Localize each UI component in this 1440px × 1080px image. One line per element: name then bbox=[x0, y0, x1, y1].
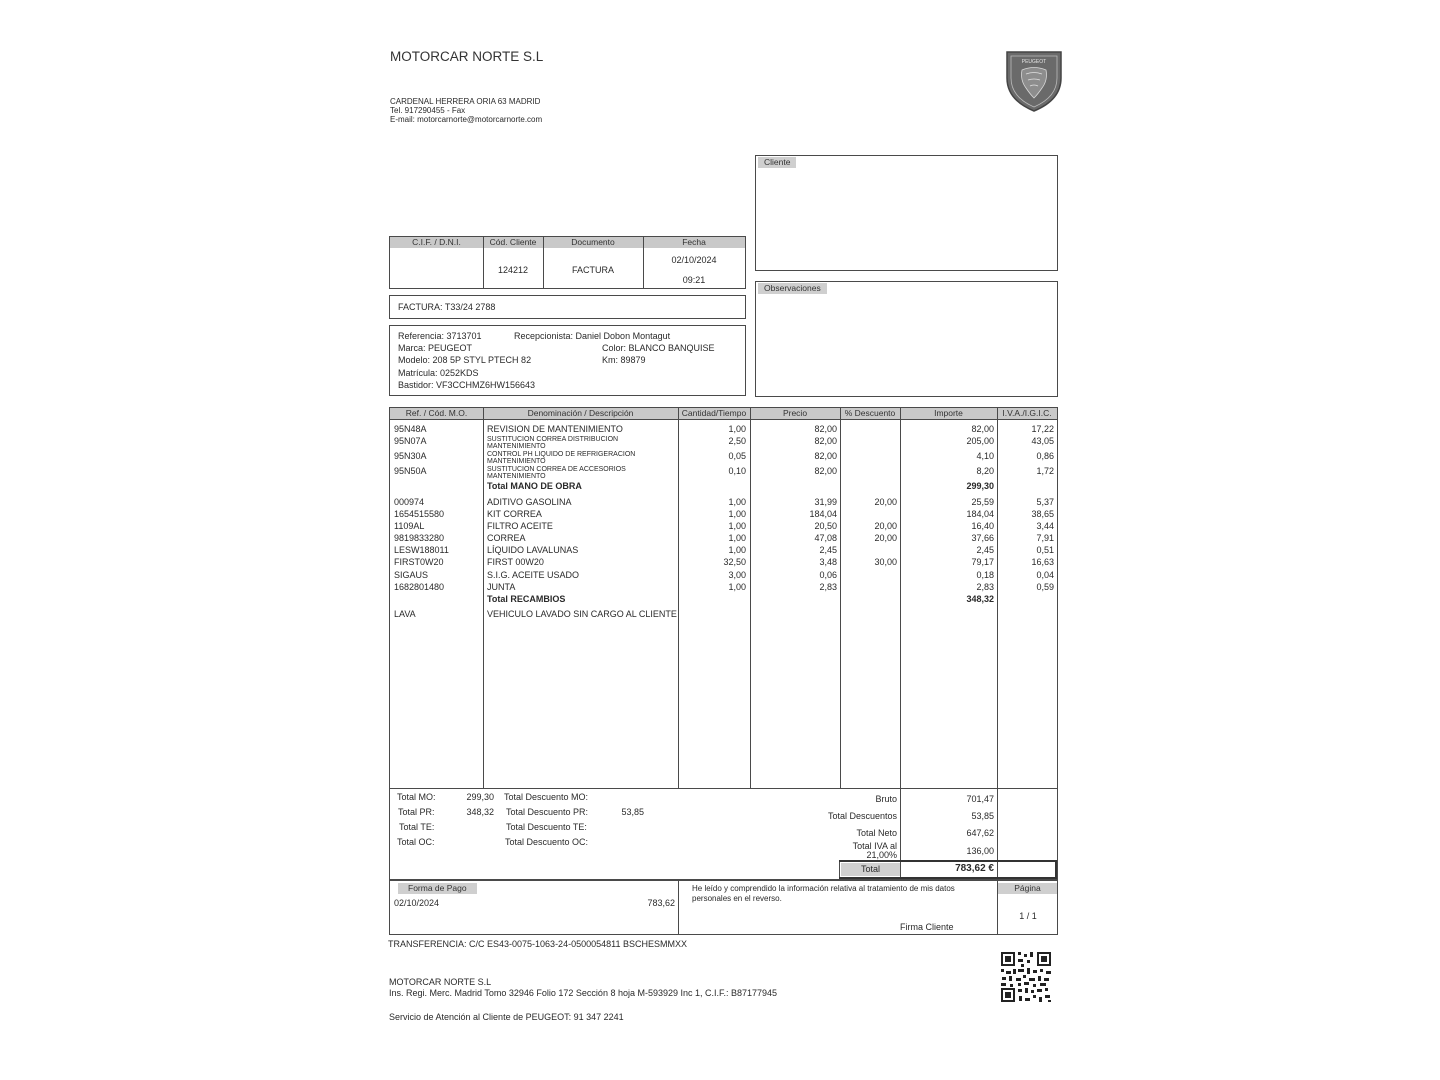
cell-price: 31,99 bbox=[814, 497, 837, 507]
total-dpr-label: Total Descuento PR: bbox=[506, 807, 589, 817]
cell-amount: 348,32 bbox=[966, 594, 994, 604]
cell-iva: 1,72 bbox=[1036, 466, 1054, 476]
peugeot-logo bbox=[1004, 48, 1064, 114]
iva-label-rate: 21,00% bbox=[866, 850, 897, 860]
col-cif: C.I.F. / D.N.I. bbox=[412, 237, 461, 247]
cell-qty: 1,00 bbox=[728, 424, 746, 434]
total-mo-value: 299,30 bbox=[466, 792, 494, 802]
cell-amount: 8,20 bbox=[976, 466, 994, 476]
col-documento: Documento bbox=[571, 237, 615, 247]
cell-amount: 82,00 bbox=[971, 424, 994, 434]
descuentos-value: 53,85 bbox=[971, 811, 994, 821]
payment-box bbox=[389, 880, 1058, 935]
th-iva: I.V.A./I.G.I.C. bbox=[1002, 408, 1052, 418]
cell-qty: 2,50 bbox=[728, 436, 746, 446]
company-email: E-mail: motorcarnorte@motorcarnorte.com bbox=[390, 115, 543, 124]
cell-ref: LAVA bbox=[394, 609, 416, 619]
vehicle-matricula: Matrícula: 0252KDS bbox=[398, 368, 479, 378]
cell-ref: LESW188011 bbox=[394, 545, 449, 555]
cell-price: 2,45 bbox=[819, 545, 837, 555]
cell-price: 82,00 bbox=[814, 424, 837, 434]
cell-desc: CONTROL PH LIQUIDO DE REFRIGERACION bbox=[487, 451, 636, 458]
cell-amount: 299,30 bbox=[966, 481, 994, 491]
vehicle-modelo: Modelo: 208 5P STYL PTECH 82 bbox=[398, 355, 532, 365]
cell-iva: 3,44 bbox=[1036, 521, 1054, 531]
col-cod-cliente: Cód. Cliente bbox=[489, 237, 537, 247]
cell-iva: 0,51 bbox=[1036, 545, 1054, 555]
cell-qty: 32,50 bbox=[723, 557, 746, 567]
cell-disc: 20,00 bbox=[874, 521, 897, 531]
observaciones-label: Observaciones bbox=[758, 283, 827, 294]
cell-disc: 30,00 bbox=[874, 557, 897, 567]
totals-box bbox=[389, 788, 1058, 880]
cell-ref: 1682801480 bbox=[394, 582, 445, 592]
footer-registro: Ins. Regi. Merc. Madrid Tomo 32946 Folio 172 Sección 8 hoja M-593929 Inc 1, C.I.F.: B87177945 bbox=[389, 988, 778, 998]
cell-disc: 20,00 bbox=[874, 533, 897, 543]
cell-ref: 9819833280 bbox=[394, 533, 445, 543]
grand-total-label: Total bbox=[841, 863, 900, 876]
cell-iva: 7,91 bbox=[1036, 533, 1054, 543]
cell-amount: 205,00 bbox=[966, 436, 994, 446]
forma-pago-label: Forma de Pago bbox=[398, 883, 477, 894]
vehicle-marca: Marca: PEUGEOT bbox=[398, 343, 473, 353]
cell-price: 82,00 bbox=[814, 436, 837, 446]
bruto-value: 701,47 bbox=[966, 794, 994, 804]
cell-desc: JUNTA bbox=[487, 582, 516, 592]
cell-price: 82,00 bbox=[814, 466, 837, 476]
cell-qty: 0,10 bbox=[728, 466, 746, 476]
cell-desc-line2: MANTENIMIENTO bbox=[487, 473, 546, 480]
total-oc-label: Total OC: bbox=[397, 837, 435, 847]
bruto-label: Bruto bbox=[875, 794, 897, 804]
cell-amount: 2,45 bbox=[976, 545, 994, 555]
total-te-label: Total TE: bbox=[399, 822, 435, 832]
total-pr-label: Total PR: bbox=[398, 807, 435, 817]
hora-value: 09:21 bbox=[682, 275, 706, 285]
payment-amount: 783,62 bbox=[647, 898, 675, 908]
th-qty: Cantidad/Tiempo bbox=[681, 408, 747, 418]
th-ref: Ref. / Cód. M.O. bbox=[405, 408, 468, 418]
cell-iva: 5,37 bbox=[1036, 497, 1054, 507]
cell-amount: 184,04 bbox=[966, 509, 994, 519]
total-dte-label: Total Descuento TE: bbox=[506, 822, 587, 832]
cell-desc-line2: MANTENIMIENTO bbox=[487, 458, 546, 465]
cell-ref: FIRST0W20 bbox=[394, 557, 444, 567]
cell-iva: 17,22 bbox=[1031, 424, 1054, 434]
cell-ref: 000974 bbox=[394, 497, 425, 507]
cell-qty: 0,05 bbox=[728, 451, 746, 461]
cell-ref: 1109AL bbox=[394, 521, 425, 531]
factura-number: FACTURA: T33/24 2788 bbox=[398, 302, 496, 312]
cell-desc: FILTRO ACEITE bbox=[487, 521, 553, 531]
cell-disc: 20,00 bbox=[874, 497, 897, 507]
cell-desc-line2: MANTENIMIENTO bbox=[487, 443, 546, 450]
th-price: Precio bbox=[782, 408, 808, 418]
cliente-box bbox=[755, 155, 1058, 271]
cod-cliente-value: 124212 bbox=[497, 265, 529, 275]
cell-desc: SUSTITUCION CORREA DISTRIBUCION bbox=[487, 436, 619, 443]
cell-qty: 1,00 bbox=[728, 521, 746, 531]
cell-desc: VEHICULO LAVADO SIN CARGO AL CLIENTE bbox=[487, 609, 677, 619]
cell-price: 0,06 bbox=[819, 570, 837, 580]
cliente-label: Cliente bbox=[758, 157, 796, 168]
cell-ref: SIGAUS bbox=[394, 570, 429, 580]
cell-iva: 16,63 bbox=[1031, 557, 1054, 567]
transferencia: TRANSFERENCIA: C/C ES43-0075-1063-24-0500054811 BSCHESMMXX bbox=[388, 939, 687, 949]
iva-label: Total IVA al bbox=[852, 841, 897, 851]
total-dmo-label: Total Descuento MO: bbox=[504, 792, 589, 802]
cell-price: 47,08 bbox=[814, 533, 837, 543]
company-phone: Tel. 917290455 - Fax bbox=[390, 106, 466, 115]
payment-date: 02/10/2024 bbox=[394, 898, 440, 908]
total-mo-label: Total MO: bbox=[397, 792, 436, 802]
cell-qty: 1,00 bbox=[728, 533, 746, 543]
cell-price: 2,83 bbox=[819, 582, 837, 592]
vehicle-referencia: Referencia: 3713701 bbox=[398, 331, 482, 341]
firma-cliente: Firma Cliente bbox=[900, 922, 954, 932]
cell-desc: SUSTITUCION CORREA DE ACCESORIOS bbox=[487, 466, 626, 473]
vehicle-bastidor: Bastidor: VF3CCHMZ6HW156643 bbox=[398, 380, 536, 390]
cell-iva: 0,59 bbox=[1036, 582, 1054, 592]
th-desc: Denominación / Descripción bbox=[527, 408, 634, 418]
company-name: MOTORCAR NORTE S.L bbox=[390, 49, 544, 64]
cell-price: 3,48 bbox=[819, 557, 837, 567]
company-address: CARDENAL HERRERA ORIA 63 MADRID bbox=[390, 97, 541, 106]
cell-ref: 95N50A bbox=[394, 466, 427, 476]
cell-amount: 79,17 bbox=[971, 557, 994, 567]
cell-desc: Total MANO DE OBRA bbox=[487, 481, 582, 491]
observaciones-box bbox=[755, 281, 1058, 397]
iva-value: 136,00 bbox=[966, 846, 994, 856]
th-disc: % Descuento bbox=[844, 408, 896, 418]
items-table bbox=[389, 407, 1058, 789]
cell-iva: 43,05 bbox=[1031, 436, 1054, 446]
footer-company: MOTORCAR NORTE S.L bbox=[389, 977, 492, 987]
total-doc-label: Total Descuento OC: bbox=[505, 837, 589, 847]
vehicle-color: Color: BLANCO BANQUISE bbox=[602, 343, 715, 353]
document-header-box bbox=[389, 236, 746, 289]
pagina-label: Página bbox=[998, 883, 1057, 894]
cell-qty: 1,00 bbox=[728, 509, 746, 519]
vehicle-recepcionista: Recepcionista: Daniel Dobon Montagut bbox=[514, 331, 671, 341]
cell-desc: CORREA bbox=[487, 533, 526, 543]
grand-total-value: 783,62 € bbox=[955, 863, 994, 874]
data-notice: He leído y comprendido la información relativa al tratamiento de mis datos personales en el reverso. bbox=[692, 884, 955, 903]
cell-qty: 1,00 bbox=[728, 497, 746, 507]
cell-qty: 3,00 bbox=[728, 570, 746, 580]
cell-desc: S.I.G. ACEITE USADO bbox=[487, 570, 580, 580]
svg-text:PEUGEOT: PEUGEOT bbox=[1021, 59, 1047, 65]
cell-ref: 95N48A bbox=[394, 424, 427, 434]
cell-qty: 1,00 bbox=[728, 582, 746, 592]
cell-amount: 25,59 bbox=[971, 497, 994, 507]
descuentos-label: Total Descuentos bbox=[827, 811, 897, 821]
cell-desc: ADITIVO GASOLINA bbox=[487, 497, 572, 507]
vehicle-box bbox=[389, 325, 746, 396]
cell-amount: 37,66 bbox=[971, 533, 994, 543]
cell-price: 20,50 bbox=[814, 521, 837, 531]
cell-qty: 1,00 bbox=[728, 545, 746, 555]
cell-desc: LÍQUIDO LAVALUNAS bbox=[487, 545, 579, 555]
cell-amount: 2,83 bbox=[976, 582, 994, 592]
total-dpr-value: 53,85 bbox=[621, 807, 644, 817]
th-amount: Importe bbox=[934, 408, 963, 418]
col-fecha: Fecha bbox=[682, 237, 706, 247]
cell-desc: REVISION DE MANTENIMIENTO bbox=[487, 424, 623, 434]
pagina-value: 1 / 1 bbox=[1019, 911, 1037, 921]
qr-code bbox=[1000, 951, 1052, 1003]
cell-ref: 95N07A bbox=[394, 436, 427, 446]
cell-iva: 38,65 bbox=[1031, 509, 1054, 519]
cell-price: 82,00 bbox=[814, 451, 837, 461]
cell-amount: 0,18 bbox=[976, 570, 994, 580]
cell-ref: 95N30A bbox=[394, 451, 427, 461]
cell-desc: FIRST 00W20 bbox=[487, 557, 544, 567]
cell-desc: Total RECAMBIOS bbox=[487, 594, 566, 604]
cell-iva: 0,86 bbox=[1036, 451, 1054, 461]
cell-desc: KIT CORREA bbox=[487, 509, 542, 519]
factura-number-box bbox=[389, 295, 746, 319]
vehicle-km: Km: 89879 bbox=[602, 355, 646, 365]
footer-servicio: Servicio de Atención al Cliente de PEUGEOT: 91 347 2241 bbox=[389, 1012, 624, 1022]
cell-amount: 4,10 bbox=[976, 451, 994, 461]
fecha-value: 02/10/2024 bbox=[671, 255, 717, 265]
cell-ref: 1654515580 bbox=[394, 509, 445, 519]
documento-value: FACTURA bbox=[571, 265, 614, 275]
cell-price: 184,04 bbox=[809, 509, 837, 519]
neto-label: Total Neto bbox=[856, 828, 897, 838]
cell-iva: 0,04 bbox=[1036, 570, 1054, 580]
neto-value: 647,62 bbox=[966, 828, 994, 838]
cell-amount: 16,40 bbox=[971, 521, 994, 531]
total-pr-value: 348,32 bbox=[466, 807, 494, 817]
